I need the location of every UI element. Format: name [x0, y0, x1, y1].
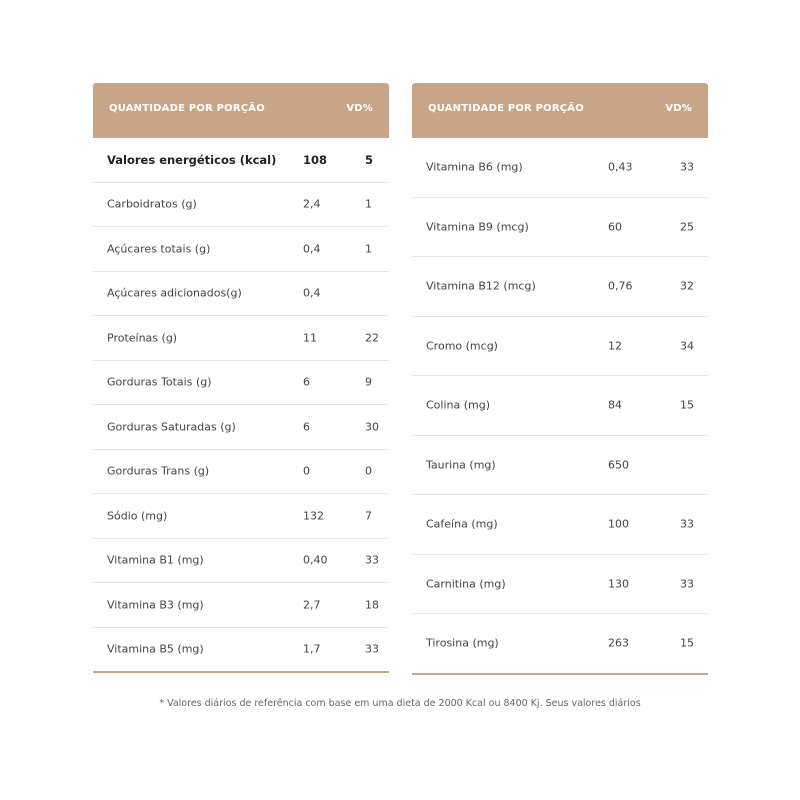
- table-row: [412, 614, 708, 675]
- nutrient-name: Cafeína (mg): [426, 517, 498, 531]
- table-row: [93, 138, 389, 183]
- header-vd-label: VD%: [346, 103, 373, 114]
- nutrient-daily-value: 15: [680, 398, 694, 412]
- nutrient-quantity: 108: [303, 152, 328, 167]
- table-row: [93, 316, 389, 361]
- nutrition-table-right: [412, 83, 708, 675]
- table-header: [93, 83, 389, 138]
- nutrient-quantity: 1,7: [303, 642, 321, 656]
- table-row: [412, 138, 708, 198]
- table-row: [93, 272, 389, 317]
- nutrient-name: Gorduras Trans (g): [107, 464, 210, 478]
- nutrient-name: Taurina (mg): [426, 458, 496, 472]
- nutrient-name: Carnitina (mg): [426, 577, 506, 591]
- footnote: * Valores diários de referência com base em uma dieta de 2000 Kcal ou 8400 Kj. Seus valores diários: [159, 698, 641, 709]
- table-row: [93, 450, 389, 495]
- table-body: [93, 138, 389, 673]
- nutrient-name: Proteínas (g): [107, 331, 178, 345]
- nutrient-daily-value: 0: [365, 464, 372, 478]
- nutrient-daily-value: 33: [680, 517, 694, 531]
- nutrient-daily-value: 33: [365, 642, 379, 656]
- nutrient-name: Gorduras Totais (g): [107, 375, 212, 389]
- table-row: [93, 227, 389, 272]
- nutrient-quantity: 0,40: [303, 553, 328, 567]
- nutrient-daily-value: 15: [680, 636, 694, 650]
- nutrient-name: Vitamina B6 (mg): [426, 160, 523, 174]
- nutrient-daily-value: 30: [365, 420, 379, 434]
- nutrient-name: Carboidratos (g): [107, 197, 197, 211]
- table-row: [412, 376, 708, 436]
- table-header: [412, 83, 708, 138]
- nutrient-name: Açúcares totais (g): [107, 242, 211, 256]
- nutrient-daily-value: 33: [365, 553, 379, 567]
- nutrient-daily-value: 7: [365, 509, 372, 523]
- nutrient-name: Vitamina B3 (mg): [107, 598, 204, 612]
- nutrient-quantity: 0,4: [303, 242, 321, 256]
- table-row: [93, 183, 389, 228]
- nutrient-quantity: 0,4: [303, 286, 321, 300]
- nutrient-daily-value: 18: [365, 598, 379, 612]
- nutrient-quantity: 132: [303, 509, 324, 523]
- nutrient-quantity: 2,4: [303, 197, 321, 211]
- nutrient-name: Colina (mg): [426, 398, 491, 412]
- nutrient-daily-value: 1: [365, 197, 372, 211]
- table-row: [93, 494, 389, 539]
- nutrient-quantity: 100: [608, 517, 629, 531]
- table-body: [412, 138, 708, 675]
- nutrient-daily-value: 34: [680, 339, 694, 353]
- nutrient-quantity: 0: [303, 464, 310, 478]
- nutrient-name: Vitamina B9 (mcg): [426, 220, 529, 234]
- nutrient-quantity: 263: [608, 636, 629, 650]
- nutrient-name: Tirosina (mg): [426, 636, 499, 650]
- header-vd-label: VD%: [665, 103, 692, 114]
- nutrient-name: Vitamina B5 (mg): [107, 642, 204, 656]
- nutrient-quantity: 12: [608, 339, 622, 353]
- nutrient-name: Gorduras Saturadas (g): [107, 420, 236, 434]
- table-row: [93, 539, 389, 584]
- nutrient-name: Sódio (mg): [107, 509, 168, 523]
- table-row: [93, 405, 389, 450]
- nutrient-name: Cromo (mcg): [426, 339, 498, 353]
- nutrient-daily-value: 33: [680, 577, 694, 591]
- table-row: [412, 555, 708, 615]
- nutrient-quantity: 2,7: [303, 598, 321, 612]
- nutrition-table-left: [93, 83, 389, 673]
- table-row: [412, 257, 708, 317]
- table-row: [93, 361, 389, 406]
- table-row: [412, 198, 708, 258]
- nutrient-daily-value: 32: [680, 279, 694, 293]
- nutrient-quantity: 11: [303, 331, 317, 345]
- nutrient-quantity: 0,43: [608, 160, 633, 174]
- table-row: [93, 583, 389, 628]
- nutrient-daily-value: 25: [680, 220, 694, 234]
- nutrient-daily-value: 9: [365, 375, 372, 389]
- nutrient-name: Vitamina B1 (mg): [107, 553, 204, 567]
- header-quantity-label: QUANTIDADE POR PORÇÃO: [109, 103, 265, 114]
- nutrient-daily-value: 1: [365, 242, 372, 256]
- nutrient-daily-value: 5: [365, 152, 374, 167]
- nutrient-name: Vitamina B12 (mcg): [426, 279, 536, 293]
- header-quantity-label: QUANTIDADE POR PORÇÃO: [428, 103, 584, 114]
- nutrient-quantity: 60: [608, 220, 622, 234]
- table-row: [412, 495, 708, 555]
- nutrient-daily-value: 33: [680, 160, 694, 174]
- nutrient-daily-value: 22: [365, 331, 379, 345]
- nutrient-quantity: 0,76: [608, 279, 633, 293]
- nutrient-quantity: 130: [608, 577, 629, 591]
- nutrient-name: Açúcares adicionados(g): [107, 286, 242, 300]
- table-row: [412, 317, 708, 377]
- nutrient-quantity: 6: [303, 375, 310, 389]
- table-row: [412, 436, 708, 496]
- nutrient-quantity: 6: [303, 420, 310, 434]
- nutrient-name: Valores energéticos (kcal): [107, 152, 277, 167]
- table-row: [93, 628, 389, 674]
- nutrient-quantity: 650: [608, 458, 629, 472]
- nutrient-quantity: 84: [608, 398, 622, 412]
